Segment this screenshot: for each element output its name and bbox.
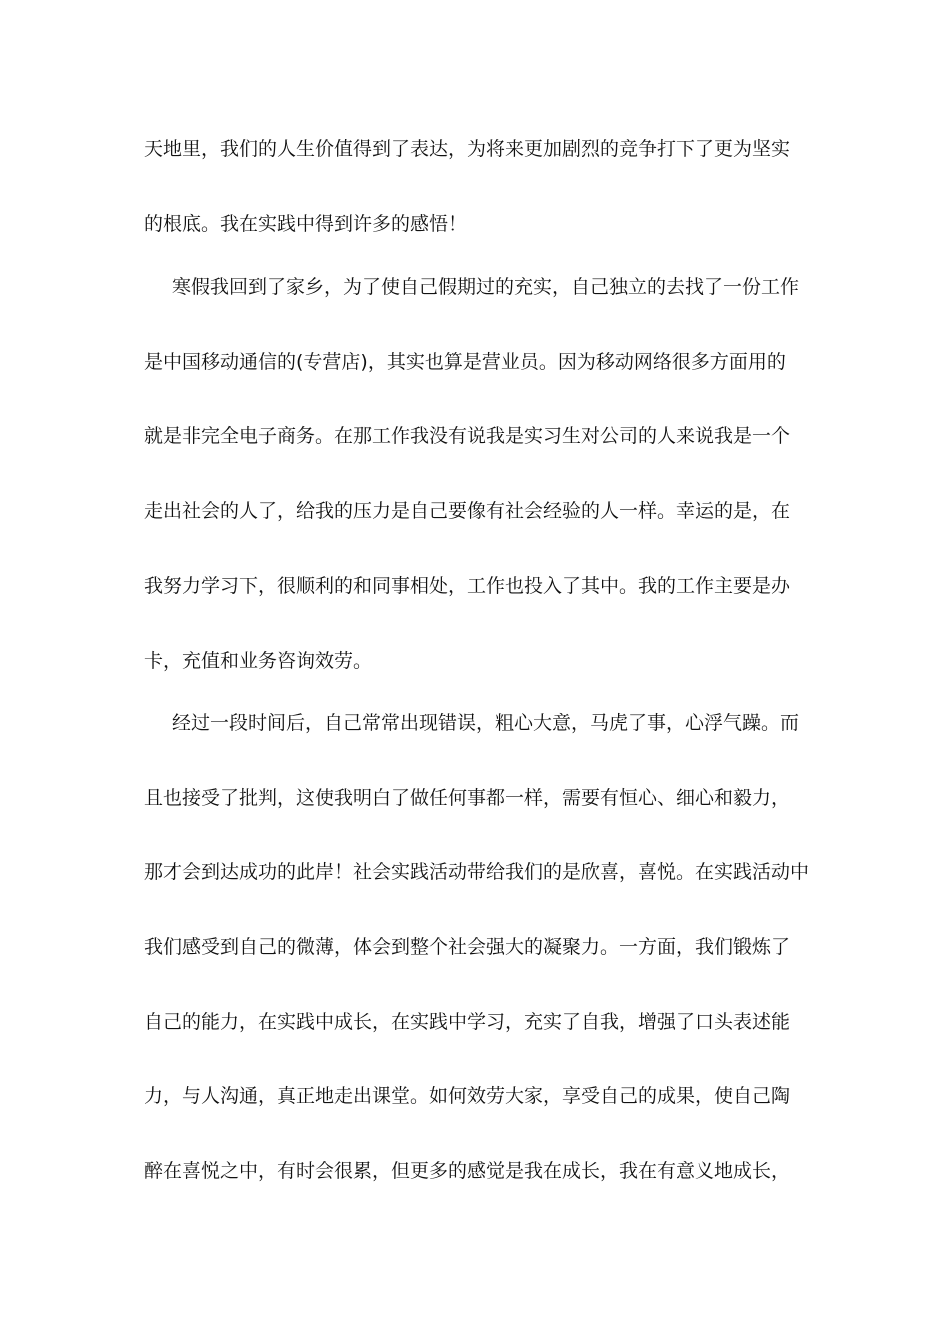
text-line-6: 走出社会的人了，给我的压力是自己要像有社会经验的人一样。幸运的是，在: [144, 500, 791, 522]
text-line-11: 那才会到达成功的此岸！社会实践活动带给我们的是欣喜，喜悦。在实践活动中: [144, 861, 810, 883]
text-line-5: 就是非完全电子商务。在那工作我没有说我是实习生对公司的人来说我是一个: [144, 425, 791, 447]
text-line-15: 醉在喜悦之中，有时会很累，但更多的感觉是我在成长，我在有意义地成长，: [144, 1160, 791, 1182]
text-line-4: 是中国移动通信的(专营店)，其实也算是营业员。因为移动网络很多方面用的: [144, 351, 786, 373]
text-line-7: 我努力学习下，很顺利的和同事相处，工作也投入了其中。我的工作主要是办: [144, 575, 791, 597]
text-line-10: 且也接受了批判，这使我明白了做任何事都一样，需要有恒心、细心和毅力，: [144, 787, 791, 809]
text-line-3-paragraph-start: 寒假我回到了家乡，为了使自己假期过的充实，自己独立的去找了一份工作: [172, 276, 800, 298]
text-line-1: 天地里，我们的人生价值得到了表达，为将来更加剧烈的竞争打下了更为坚实: [144, 138, 791, 160]
text-line-12: 我们感受到自己的微薄，体会到整个社会强大的凝聚力。一方面，我们锻炼了: [144, 936, 791, 958]
text-line-9-paragraph-start: 经过一段时间后，自己常常出现错误，粗心大意，马虎了事，心浮气躁。而: [172, 712, 800, 734]
text-line-2: 的根底。我在实践中得到许多的感悟！: [144, 213, 468, 235]
text-line-14: 力，与人沟通，真正地走出课堂。如何效劳大家，享受自己的成果，使自己陶: [144, 1085, 791, 1107]
text-line-8: 卡，充值和业务咨询效劳。: [144, 650, 373, 672]
text-line-13: 自己的能力，在实践中成长，在实践中学习，充实了自我，增强了口头表述能: [144, 1011, 791, 1033]
